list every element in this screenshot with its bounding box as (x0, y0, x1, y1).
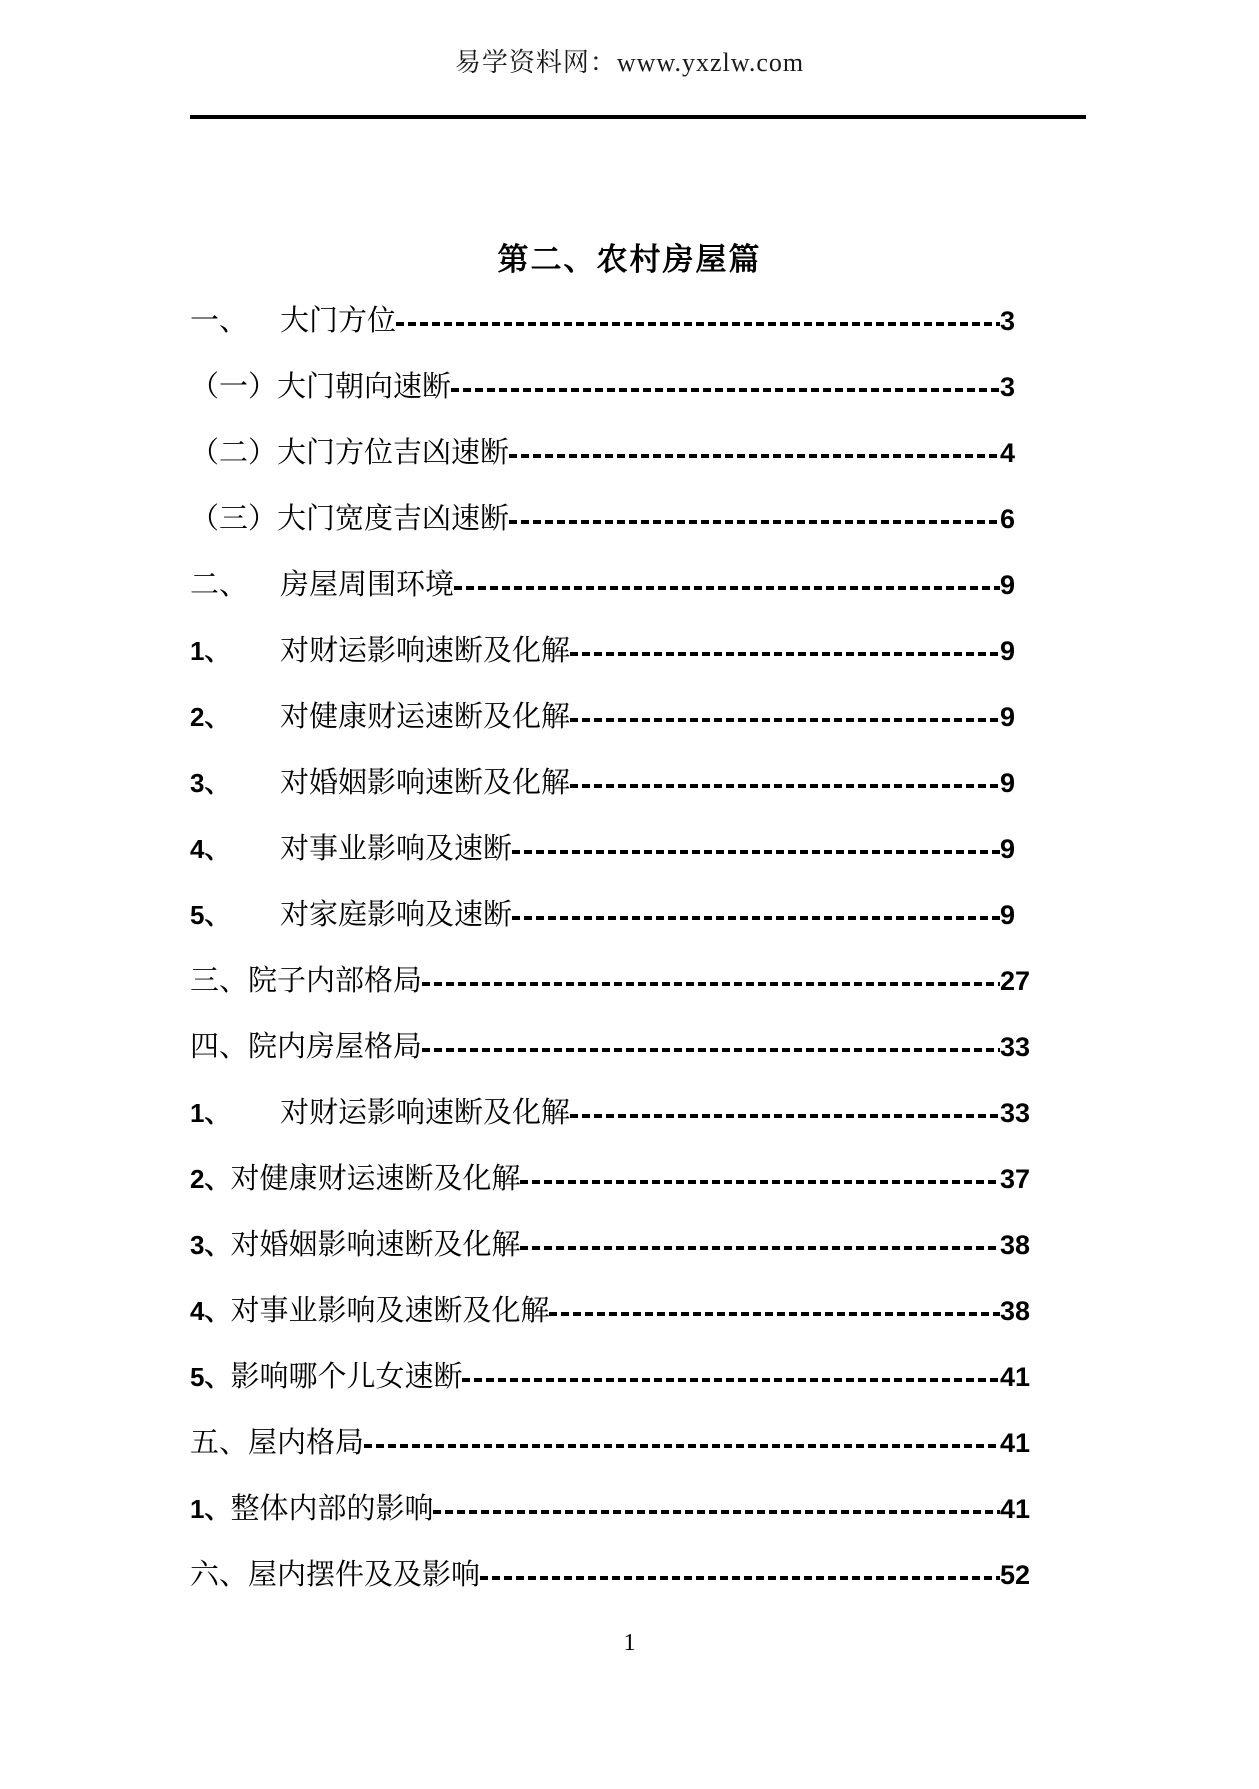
toc-page-number: 9 (1000, 768, 1016, 798)
toc-entry-prefix: （三） (190, 503, 278, 535)
toc-dotted-leader (454, 586, 1000, 590)
toc-page-number: 9 (1000, 702, 1016, 732)
toc-entry-label: 影响哪个儿女速断 (230, 1361, 463, 1393)
toc-entry (190, 833, 1046, 865)
toc-entry-prefix: 4、 (190, 834, 231, 864)
toc-dotted-leader (480, 1576, 1000, 1580)
toc-entry-prefix: 三、 (190, 965, 249, 997)
toc-entry (190, 1229, 1046, 1261)
toc-entry-label: 对婚姻影响速断及化解 (230, 1229, 521, 1261)
toc-dotted-leader (570, 784, 1000, 788)
toc-dotted-leader (520, 1246, 1000, 1250)
toc-entry-prefix: （一） (190, 371, 278, 403)
toc-entry (190, 1427, 1046, 1459)
toc-entry (190, 1361, 1046, 1393)
toc-dotted-leader (462, 1378, 1000, 1382)
toc-entry (190, 965, 1046, 997)
toc-entry-label: 对健康财运速断及化解 (280, 701, 571, 733)
toc-page-number: 33 (1000, 1032, 1031, 1062)
toc-entry-label: 大门朝向速断 (277, 371, 452, 403)
toc-dotted-leader (512, 850, 1000, 854)
toc-page-number: 27 (1000, 966, 1031, 996)
toc-entry (190, 1163, 1046, 1195)
toc-entry-prefix: （二） (190, 437, 278, 469)
toc-entry (190, 437, 1046, 469)
toc-entry-prefix: 3、 (190, 1230, 231, 1260)
toc-entry-label: 屋内摆件及及影响 (248, 1559, 481, 1591)
toc-entry-prefix: 5、 (190, 900, 231, 930)
toc-dotted-leader (451, 388, 1000, 392)
page-title: 第二、农村房屋篇 (497, 242, 762, 277)
toc-dotted-leader (509, 454, 1000, 458)
toc-entry (190, 1097, 1046, 1129)
toc-entry (190, 701, 1046, 733)
toc-entry (190, 1493, 1046, 1525)
toc-entry-label: 对财运影响速断及化解 (280, 635, 571, 667)
toc-page-number: 38 (1000, 1296, 1031, 1326)
toc-dotted-leader (520, 1180, 1000, 1184)
toc-entry-prefix: 3、 (190, 768, 231, 798)
toc-entry-prefix: 1、 (190, 636, 231, 666)
toc-entry-prefix: 4、 (190, 1296, 231, 1326)
toc-entry-prefix: 五、 (190, 1427, 249, 1459)
toc-page-number: 41 (1000, 1362, 1031, 1392)
toc-dotted-leader (433, 1510, 1000, 1514)
toc-page-number: 52 (1000, 1560, 1031, 1590)
toc-entry-label: 院子内部格局 (248, 965, 423, 997)
toc-entry-label: 大门方位 (280, 305, 397, 337)
toc-entry-label: 对事业影响及速断 (280, 833, 513, 865)
toc-entry (190, 635, 1046, 667)
toc-page-number: 41 (1000, 1494, 1031, 1524)
toc-entry-label: 对家庭影响及速断 (280, 899, 513, 931)
toc-entry-label: 院内房屋格局 (248, 1031, 423, 1063)
toc-page-number: 38 (1000, 1230, 1031, 1260)
toc-page-number: 6 (1000, 504, 1016, 534)
toc-dotted-leader (570, 718, 1000, 722)
toc-dotted-leader (364, 1444, 1000, 1448)
toc-entry-prefix: 1、 (190, 1494, 231, 1524)
toc-entry (190, 371, 1046, 403)
toc-entry (190, 503, 1046, 535)
header-site-label: 易学资料网：www.yxzlw.com (454, 48, 805, 77)
toc-entry-prefix: 1、 (190, 1098, 231, 1128)
toc-entry-label: 大门方位吉凶速断 (277, 437, 510, 469)
toc-dotted-leader (570, 1114, 1000, 1118)
toc-entry (190, 569, 1046, 601)
toc-dotted-leader (549, 1312, 1000, 1316)
toc-dotted-leader (570, 652, 1000, 656)
toc-entry-label: 房屋周围环境 (280, 569, 455, 601)
toc-dotted-leader (509, 520, 1000, 524)
footer-page-number: 1 (623, 1630, 636, 1656)
toc-entry-label: 大门宽度吉凶速断 (277, 503, 510, 535)
toc-entry (190, 767, 1046, 799)
toc-entry-prefix: 二、 (190, 569, 249, 601)
toc-entry-label: 屋内格局 (248, 1427, 365, 1459)
toc-page-number: 41 (1000, 1428, 1031, 1458)
toc-page-number: 9 (1000, 570, 1016, 600)
table-of-contents (190, 305, 1046, 1625)
toc-entry (190, 899, 1046, 931)
toc-page-number: 9 (1000, 900, 1016, 930)
toc-entry (190, 305, 1046, 337)
toc-page-number: 4 (1000, 438, 1016, 468)
toc-entry-label: 对婚姻影响速断及化解 (280, 767, 571, 799)
toc-entry-prefix: 一、 (190, 305, 249, 337)
toc-entry-prefix: 5、 (190, 1362, 231, 1392)
toc-entry-prefix: 2、 (190, 702, 231, 732)
toc-entry (190, 1295, 1046, 1327)
toc-entry (190, 1031, 1046, 1063)
toc-entry-label: 对健康财运速断及化解 (230, 1163, 521, 1195)
toc-entry-prefix: 四、 (190, 1031, 249, 1063)
toc-entry-prefix: 2、 (190, 1164, 231, 1194)
toc-entry-prefix: 六、 (190, 1559, 249, 1591)
toc-page-number: 9 (1000, 834, 1016, 864)
header-rule (190, 115, 1086, 119)
toc-entry-label: 对财运影响速断及化解 (280, 1097, 571, 1129)
toc-page-number: 9 (1000, 636, 1016, 666)
toc-entry-label: 对事业影响及速断及化解 (230, 1295, 550, 1327)
toc-dotted-leader (422, 982, 1000, 986)
toc-page-number: 37 (1000, 1164, 1031, 1194)
toc-dotted-leader (512, 916, 1000, 920)
toc-dotted-leader (422, 1048, 1000, 1052)
toc-entry (190, 1559, 1046, 1591)
toc-page-number: 3 (1000, 306, 1016, 336)
toc-entry-label: 整体内部的影响 (230, 1493, 434, 1525)
toc-dotted-leader (396, 322, 1000, 326)
toc-page-number: 3 (1000, 372, 1016, 402)
toc-page-number: 33 (1000, 1098, 1031, 1128)
